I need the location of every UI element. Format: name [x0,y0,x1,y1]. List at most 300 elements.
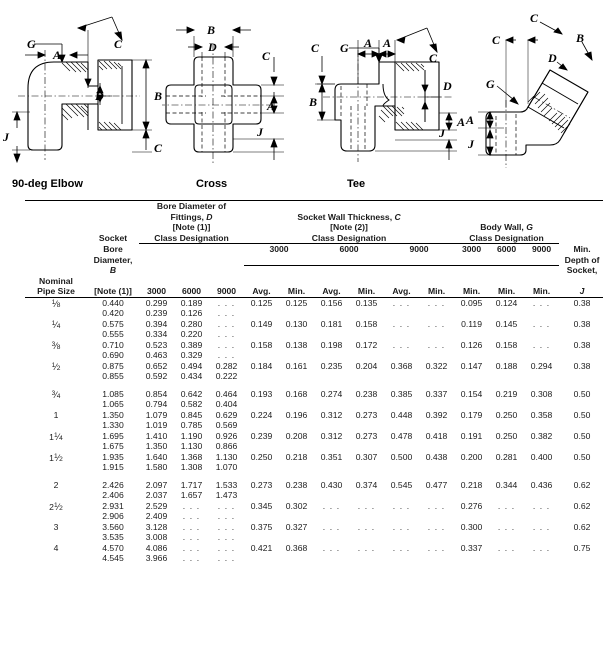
cell-body-wall-3000-min: 0.126 [460,339,483,350]
header-rule-c-classes [244,255,454,266]
cell-body-wall-9000-min: 0.400 [530,451,553,462]
cell-empty [349,441,384,452]
cell-empty [524,511,559,522]
cell-nominal-pipe-size: $1^1⁄2$ [49,452,63,463]
header-group-socket-wall [244,201,454,233]
cell-empty [489,308,524,319]
cell-empty [384,420,419,431]
header-c6000-avg: Avg. [322,286,341,296]
cell-empty [489,329,524,340]
cell-empty [279,399,314,410]
cell-min-depth-socket: 0.50 [573,388,591,399]
cell-socket-bore-min: 1.065 [102,399,124,409]
cell-empty [384,511,419,522]
cell-socket-wall-9000-avg: 0.368 [390,360,413,371]
cell-bore-dia-3000-min: 0.334 [145,329,168,339]
cell-bore-dia-9000-max: . . . [217,521,236,532]
cell-body-wall-6000-min: 0.219 [495,388,518,399]
cell-bore-dia-3000-max: 3.128 [145,521,168,532]
dim-label-C-left: C [311,41,320,55]
cell-socket-wall-3000-avg: 0.239 [250,430,273,441]
cell-socket-bore-max: 1.695 [102,430,124,441]
cell-socket-bore-min: 4.545 [102,553,124,563]
cell-body-wall-3000-min: 0.179 [460,409,483,420]
cell-empty [279,420,314,431]
cell-empty [349,420,384,431]
cell-socket-wall-6000-min: 0.374 [355,479,378,490]
cell-empty [454,511,489,522]
header-row-socketbore-3 [25,255,603,266]
cell-socket-wall-3000-min: 0.196 [285,409,308,420]
cell-bore-dia-3000-max: 4.086 [145,542,168,553]
cell-socket-bore-max: 1.085 [102,388,124,399]
cell-bore-dia-6000-min: 1.308 [180,462,203,472]
cell-socket-bore-min: 2.906 [102,511,124,521]
table-row [25,532,603,543]
cell-empty [384,350,419,361]
cell-socket-wall-9000-min: . . . [427,500,446,511]
header-bore-line2: Fittings, D [170,211,213,222]
cell-bore-dia-6000-min: 0.126 [180,308,203,318]
cell-socket-bore-min: 1.675 [102,441,124,451]
table-row [25,297,603,308]
cell-bore-dia-9000-min: 1.473 [215,490,238,500]
dim-label-B: B [207,23,216,37]
cell-socket-wall-6000-min: . . . [357,542,376,553]
dim-label-G: G [486,77,495,91]
cell-socket-wall-9000-min: . . . [427,297,446,308]
cell-socket-wall-3000-avg: 0.345 [250,500,273,511]
cell-nominal-pipe-size: 3 [53,521,59,532]
dim-label-D: D [95,89,104,103]
cell-empty [349,399,384,410]
cell-socket-wall-9000-min: 0.477 [425,479,448,490]
table-row [25,452,603,463]
cell-body-wall-6000-min: 0.344 [495,479,518,490]
cell-body-wall-6000-min: 0.158 [495,339,518,350]
cell-socket-wall-3000-min: 0.125 [285,297,308,308]
cell-empty [454,420,489,431]
figure-caption-elbow-90: 90-deg Elbow [12,178,83,190]
header-c9000-min: Min. [427,286,446,296]
table-row [25,511,603,522]
cell-bore-dia-6000-min: 0.582 [180,399,203,409]
spec-table-panel [0,200,603,660]
cell-socket-wall-6000-min: . . . [357,521,376,532]
cell-bore-dia-9000-min: 0.404 [215,399,238,409]
cell-empty [419,441,454,452]
cell-empty [454,399,489,410]
cell-socket-wall-3000-min: 0.168 [285,388,308,399]
cell-body-wall-6000-min: 0.188 [495,360,518,371]
cell-socket-wall-9000-min: . . . [427,339,446,350]
cell-empty [244,532,279,543]
table-row [25,441,603,452]
header-d-class-6000: 6000 [181,286,202,296]
table-row [25,543,603,554]
dim-label-B: B [576,31,585,45]
cell-empty [279,350,314,361]
header-bodywall-line: Body Wall, G [480,222,533,232]
cell-bore-dia-3000-min: 2.409 [145,511,168,521]
spacer-cell [25,473,603,480]
cell-socket-bore-max: 2.426 [102,479,124,490]
cell-socket-bore-max: 1.350 [102,409,124,420]
cell-body-wall-3000-min: 0.154 [460,388,483,399]
cell-empty [489,371,524,382]
cell-bore-dia-9000-max: . . . [217,500,236,511]
cell-empty [314,371,349,382]
cell-empty [419,371,454,382]
cell-socket-bore-min: 0.690 [102,350,124,360]
cell-socket-wall-6000-avg: 0.274 [320,388,343,399]
table-row [25,340,603,351]
cell-socket-wall-6000-min: 0.158 [355,318,378,329]
cell-empty [349,329,384,340]
cell-socket-wall-6000-min: 0.273 [355,430,378,441]
cell-empty [524,308,559,319]
cell-socket-wall-9000-min: 0.392 [425,409,448,420]
table-row [25,522,603,533]
cell-bore-dia-6000-min: 0.329 [180,350,203,360]
cell-bore-dia-6000-max: 0.189 [180,297,203,308]
cell-bore-dia-3000-max: 2.097 [145,479,168,490]
cell-empty [454,490,489,501]
cell-socket-wall-3000-min: 0.218 [285,451,308,462]
cell-bore-dia-9000-min: 0.222 [215,371,238,381]
cell-socket-wall-6000-min: 0.307 [355,451,378,462]
cell-empty [419,308,454,319]
cell-empty [454,329,489,340]
cell-body-wall-9000-min: 0.294 [530,360,553,371]
cell-socket-wall-3000-min: 0.238 [285,479,308,490]
cell-bore-dia-9000-min: . . . [217,532,236,542]
cell-body-wall-3000-min: 0.218 [460,479,483,490]
cell-body-wall-9000-min: . . . [532,297,551,308]
header-socket-bore-l4: B [109,265,117,275]
cell-empty [489,490,524,501]
cell-bore-dia-6000-min: 0.220 [180,329,203,339]
header-blank-11 [139,265,244,276]
cell-body-wall-3000-min: 0.119 [461,318,482,329]
table-row [25,361,603,372]
cell-empty [314,462,349,473]
cell-socket-wall-3000-avg: 0.250 [250,451,273,462]
cell-empty [349,371,384,382]
cell-empty [279,371,314,382]
cell-empty [279,490,314,501]
cell-bore-dia-9000-min: . . . [217,350,236,360]
table-row [25,501,603,512]
cell-bore-dia-9000-max: 0.464 [215,388,238,399]
cell-socket-wall-9000-avg: . . . [392,297,411,308]
cell-socket-wall-6000-min: 0.172 [355,339,378,350]
table-row [25,319,603,330]
dim-label-G: G [27,37,36,51]
figures-panel [0,0,603,200]
table-header [25,201,603,298]
cell-socket-wall-6000-avg: 0.351 [320,451,343,462]
cell-empty [314,308,349,319]
cell-bore-dia-9000-max: 0.282 [215,360,238,371]
cell-empty [244,490,279,501]
header-d-class-3000: 3000 [146,286,167,296]
cell-body-wall-9000-min: . . . [532,339,551,350]
cell-socket-wall-3000-avg: 0.421 [250,542,273,553]
cell-empty [524,420,559,431]
cell-bore-dia-6000-min: 1.130 [180,441,203,451]
cell-bore-dia-6000-max: 0.642 [180,388,203,399]
dim-label-C-right: C [429,51,438,65]
cell-empty [279,553,314,564]
cell-bore-dia-3000-max: 1.079 [145,409,168,420]
cell-empty [384,490,419,501]
cell-socket-wall-3000-min: 0.368 [285,542,308,553]
cell-socket-wall-6000-min: 0.238 [355,388,378,399]
dim-label-C-top: C [530,11,539,25]
cell-bore-dia-3000-max: 0.854 [145,388,168,399]
cell-socket-wall-9000-avg: 0.385 [390,388,413,399]
cell-bore-dia-6000-max: 0.845 [180,409,203,420]
cell-body-wall-3000-min: 0.147 [460,360,483,371]
cell-empty [349,350,384,361]
cell-bore-dia-3000-max: 0.652 [145,360,168,371]
cell-empty [244,350,279,361]
cell-socket-wall-6000-avg: 0.312 [320,409,343,420]
header-blank-6 [25,244,87,255]
cell-nominal-pipe-size: $^3$⁄8 [51,340,61,351]
header-g6000-min: Min. [497,286,516,296]
cell-empty [244,553,279,564]
cell-socket-wall-9000-avg: 0.545 [390,479,413,490]
cell-body-wall-6000-min: 0.250 [495,409,518,420]
cell-socket-wall-3000-avg: 0.125 [250,297,273,308]
cell-bore-dia-9000-min: . . . [217,553,236,563]
cell-empty [489,441,524,452]
dim-label-C-bot: C [154,141,163,155]
cell-empty [419,553,454,564]
cell-empty [524,553,559,564]
cell-empty [384,441,419,452]
dim-label-A1: A [364,36,373,50]
cell-body-wall-3000-min: 0.300 [460,521,483,532]
header-g-class-9000: 9000 [531,244,552,254]
cell-socket-bore-max: 0.440 [102,297,124,308]
cell-empty [244,329,279,340]
cell-body-wall-9000-min: . . . [532,521,551,532]
header-g-class-6000: 6000 [496,244,517,254]
cell-empty [314,399,349,410]
cell-min-depth-socket: 0.62 [573,479,591,490]
header-socket-bore-l3: Diameter, [93,254,133,265]
cell-socket-wall-3000-min: 0.327 [285,521,308,532]
header-row-class-values [25,244,603,255]
cell-empty [419,511,454,522]
cell-socket-wall-3000-avg: 0.273 [250,479,273,490]
cell-empty [524,532,559,543]
header-rule-g-classes [454,255,559,266]
header-g9000-min: Min. [532,286,551,296]
dim-label-D: D [208,40,217,54]
cell-empty [524,329,559,340]
dim-label-C-left: C [492,33,501,47]
cell-bore-dia-3000-min: 1.350 [145,441,168,451]
dim-label-A3: A [457,115,466,129]
cell-nominal-pipe-size: $^3$⁄4 [51,389,61,400]
cell-socket-wall-3000-avg: 0.224 [250,409,273,420]
cell-bore-dia-3000-min: 0.463 [145,350,168,360]
dim-label-J: J [468,137,474,151]
header-d-class-9000: 9000 [216,286,237,296]
cell-bore-dia-6000-max: 0.389 [180,339,203,350]
header-group-bore-diameter [139,201,244,233]
cell-empty [419,420,454,431]
cell-socket-bore-min: 1.330 [102,420,124,430]
cell-body-wall-6000-min: 0.145 [495,318,518,329]
cell-empty [419,490,454,501]
cell-bore-dia-6000-max: 1.368 [180,451,203,462]
cell-empty [489,462,524,473]
cell-socket-wall-6000-min: 0.204 [355,360,378,371]
cell-empty [314,553,349,564]
cell-socket-wall-6000-avg: 0.156 [320,297,343,308]
cell-bore-dia-3000-max: 2.529 [145,500,168,511]
spacer-cell [25,382,603,389]
cell-empty [349,308,384,319]
cell-body-wall-3000-min: 0.095 [460,297,483,308]
cell-bore-dia-9000-max: 0.629 [215,409,238,420]
cell-bore-dia-6000-max: . . . [182,521,201,532]
cell-socket-wall-6000-avg: . . . [322,500,341,511]
cell-bore-dia-3000-max: 1.410 [145,430,168,441]
table-row [25,371,603,382]
cell-bore-dia-6000-min: . . . [182,532,201,542]
cell-socket-wall-9000-avg: . . . [392,339,411,350]
cell-bore-dia-3000-min: 2.037 [145,490,168,500]
cell-empty [454,441,489,452]
cell-empty [314,420,349,431]
dim-label-G: G [340,41,349,55]
header-row-column-labels [25,276,603,298]
cell-socket-wall-3000-avg: 0.184 [250,360,273,371]
cell-socket-wall-9000-min: 0.322 [425,360,448,371]
cell-socket-wall-9000-avg: . . . [392,500,411,511]
row-group-spacer [25,473,603,480]
cell-body-wall-3000-min: 0.276 [460,500,483,511]
header-blank-7 [139,244,244,255]
cell-empty [524,399,559,410]
cell-empty [314,490,349,501]
cell-nominal-pipe-size: $1^1⁄4$ [49,431,63,442]
cell-bore-dia-9000-max: 0.926 [215,430,238,441]
cell-min-depth-socket: 0.50 [573,409,591,420]
cell-empty [454,462,489,473]
cell-body-wall-9000-min: . . . [532,542,551,553]
cell-min-depth-socket: 0.38 [573,339,591,350]
cell-bore-dia-3000-min: 0.794 [145,399,168,409]
cell-bore-dia-3000-min: 1.019 [145,420,168,430]
table-row [25,350,603,361]
cell-nominal-pipe-size: $2^1⁄2$ [49,501,63,512]
cell-socket-wall-9000-min: 0.418 [425,430,448,441]
cell-bore-dia-3000-max: 0.394 [145,318,168,329]
cell-empty [244,511,279,522]
cell-empty [244,371,279,382]
header-group-body-wall [454,201,559,233]
cell-empty [349,462,384,473]
cell-socket-wall-6000-avg: 0.430 [320,479,343,490]
cell-socket-wall-3000-avg: 0.149 [250,318,273,329]
header-socketwall-line2: [Note (2)] [330,222,368,232]
cell-body-wall-6000-min: 0.250 [495,430,518,441]
cell-min-depth-socket: 0.62 [573,500,591,511]
cell-socket-wall-9000-avg: . . . [392,521,411,532]
cell-min-depth-socket: 0.62 [573,521,591,532]
row-group-spacer [25,382,603,389]
cell-empty [314,511,349,522]
cell-bore-dia-3000-min: 1.580 [145,462,168,472]
dim-label-J: J [439,126,445,140]
cell-bore-dia-9000-max: . . . [217,542,236,553]
cell-empty [454,553,489,564]
cell-empty [349,511,384,522]
cell-bore-dia-3000-max: 1.640 [145,451,168,462]
cell-empty [279,441,314,452]
table-row [25,420,603,431]
cell-empty [419,329,454,340]
cell-empty [489,511,524,522]
cell-socket-bore-max: 0.575 [102,318,124,329]
table-row [25,480,603,491]
header-class-designation-c: Class Designation [244,233,454,244]
cell-min-depth-socket: 0.38 [573,360,591,371]
cell-empty [489,399,524,410]
header-bore-line3: [Note (1)] [172,222,211,232]
cell-bore-dia-6000-max: . . . [182,542,201,553]
header-nominal-pipe-size [25,276,87,298]
cell-body-wall-6000-min: . . . [497,521,516,532]
cell-empty [279,511,314,522]
cell-nominal-pipe-size: $^1$⁄4 [51,319,61,330]
cell-empty [524,371,559,382]
cell-bore-dia-9000-min: 0.569 [215,420,238,430]
cell-socket-wall-3000-min: 0.208 [285,430,308,441]
cell-empty [454,350,489,361]
cell-socket-bore-max: 2.931 [102,500,124,511]
cell-empty [524,462,559,473]
cell-socket-wall-6000-avg: . . . [322,542,341,553]
cell-empty [279,462,314,473]
header-blank-9 [139,255,244,266]
cell-bore-dia-6000-max: 0.280 [180,318,203,329]
table-row [25,410,603,421]
cell-socket-wall-9000-min: 0.438 [425,451,448,462]
cell-empty [244,462,279,473]
dim-label-B: B [154,89,163,103]
header-c3000-min: Min. [287,286,306,296]
cell-bore-dia-6000-min: 1.657 [180,490,203,500]
cell-socket-bore-min: 3.535 [102,532,124,542]
cell-empty [314,350,349,361]
cell-body-wall-9000-min: 0.358 [530,409,553,420]
cell-bore-dia-9000-min: 0.866 [215,441,238,451]
dim-label-J: J [257,125,263,139]
cell-bore-dia-9000-min: . . . [217,511,236,521]
cell-empty [489,553,524,564]
table-row [25,462,603,473]
header-g-class-3000: 3000 [461,244,482,254]
cell-bore-dia-3000-min: 0.592 [145,371,168,381]
